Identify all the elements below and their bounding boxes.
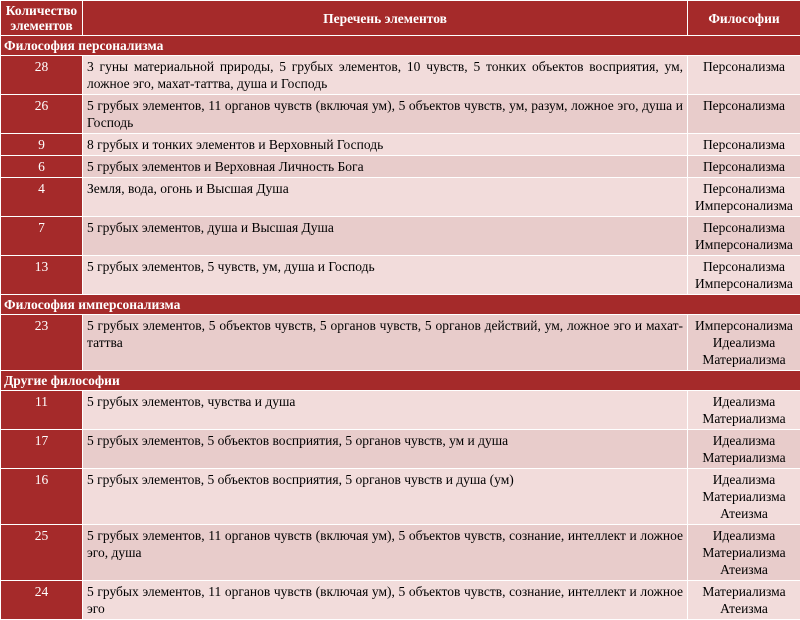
element-count: 28 [1,56,83,95]
philosophy-label: Персонализма [690,58,798,75]
philosophy-label: Материализма [690,351,798,368]
element-count: 7 [1,217,83,256]
table-row [1,581,800,620]
philosophy-cell [688,95,800,134]
philosophy-cell [688,56,800,95]
table-row [1,56,800,95]
philosophy-cell [688,581,800,620]
philosophy-label: Материализма [690,449,798,466]
philosophy-label: Идеализма [690,393,798,410]
table-row [1,95,800,134]
table-row [1,178,800,217]
element-list: 8 грубых и тонких элементов и Верховный Господь [83,134,688,156]
philosophy-label: Материализма [690,488,798,505]
philosophy-label: Материализма [690,583,798,600]
section-title: Философия имперсонализма [1,295,800,315]
philosophy-label: Атеизма [690,505,798,522]
element-count: 13 [1,256,83,295]
philosophy-cell [688,315,800,371]
header-row [1,1,800,36]
header-count: Количество элементов [1,1,83,36]
philosophy-label: Персонализма [690,219,798,236]
table-row [1,156,800,178]
element-count: 16 [1,469,83,525]
element-list: 5 грубых элементов, 11 органов чувств (включая ум), 5 объектов чувств, сознание, интеллект и ложное эго [83,581,688,620]
philosophy-cell [688,134,800,156]
philosophy-label: Атеизма [690,561,798,578]
philosophy-label: Атеизма [690,600,798,617]
philosophy-label: Имперсонализма [690,236,798,253]
philosophy-label: Персонализма [690,180,798,197]
philosophy-label: Материализма [690,410,798,427]
philosophy-label: Идеализма [690,471,798,488]
element-list: 5 грубых элементов, 5 объектов чувств, 5 органов чувств, 5 органов действий, ум, ложное эго и махат-таттва [83,315,688,371]
element-list: 5 грубых элементов, 11 органов чувств (включая ум), 5 объектов чувств, ум, разум, ложное эго, душа и Господь [83,95,688,134]
philosophy-label: Идеализма [690,527,798,544]
table-row [1,134,800,156]
element-count: 4 [1,178,83,217]
philosophy-label: Идеализма [690,432,798,449]
philosophy-label: Персонализма [690,97,798,114]
table-row [1,469,800,525]
philosophy-label: Персонализма [690,258,798,275]
element-count: 11 [1,391,83,430]
table-row [1,430,800,469]
element-list: 5 грубых элементов, душа и Высшая Душа [83,217,688,256]
table-row [1,217,800,256]
header-elements: Перечень элементов [83,1,688,36]
philosophy-cell [688,156,800,178]
element-count: 6 [1,156,83,178]
philosophy-cell [688,391,800,430]
philosophy-label: Имперсонализма [690,317,798,334]
table-body [1,36,800,620]
element-list: 5 грубых элементов, 5 чувств, ум, душа и Господь [83,256,688,295]
section-header-row [1,295,800,315]
table-row [1,525,800,581]
philosophy-cell [688,469,800,525]
section-title: Философия персонализма [1,36,800,56]
element-count: 17 [1,430,83,469]
element-list: 5 грубых элементов, 5 объектов восприятия, 5 органов чувств, ум и душа [83,430,688,469]
philosophy-label: Материализма [690,544,798,561]
element-list: 5 грубых элементов, чувства и душа [83,391,688,430]
section-header-row [1,371,800,391]
element-list: 5 грубых элементов и Верховная Личность Бога [83,156,688,178]
table-row [1,391,800,430]
philosophy-label: Персонализма [690,136,798,153]
philosophy-label: Персонализма [690,158,798,175]
philosophy-cell [688,178,800,217]
section-header-row [1,36,800,56]
element-list: 3 гуны материальной природы, 5 грубых элементов, 10 чувств, 5 тонких объектов восприятия, ум, ложное эго, махат-таттва, душа и Господь [83,56,688,95]
philosophy-label: Идеализма [690,334,798,351]
element-count: 24 [1,581,83,620]
element-count: 23 [1,315,83,371]
header-philosophies: Философии [688,1,800,36]
philosophy-cell [688,217,800,256]
element-count: 9 [1,134,83,156]
element-list: Земля, вода, огонь и Высшая Душа [83,178,688,217]
element-count: 26 [1,95,83,134]
philosophy-label: Имперсонализма [690,197,798,214]
table-row [1,256,800,295]
philosophy-cell [688,256,800,295]
philosophy-label: Имперсонализма [690,275,798,292]
philosophy-cell [688,430,800,469]
philosophy-cell [688,525,800,581]
element-list: 5 грубых элементов, 11 органов чувств (включая ум), 5 объектов чувств, сознание, интеллект и ложное эго, душа [83,525,688,581]
element-count: 25 [1,525,83,581]
element-list: 5 грубых элементов, 5 объектов восприятия, 5 органов чувств и душа (ум) [83,469,688,525]
table-row [1,315,800,371]
section-title: Другие философии [1,371,800,391]
